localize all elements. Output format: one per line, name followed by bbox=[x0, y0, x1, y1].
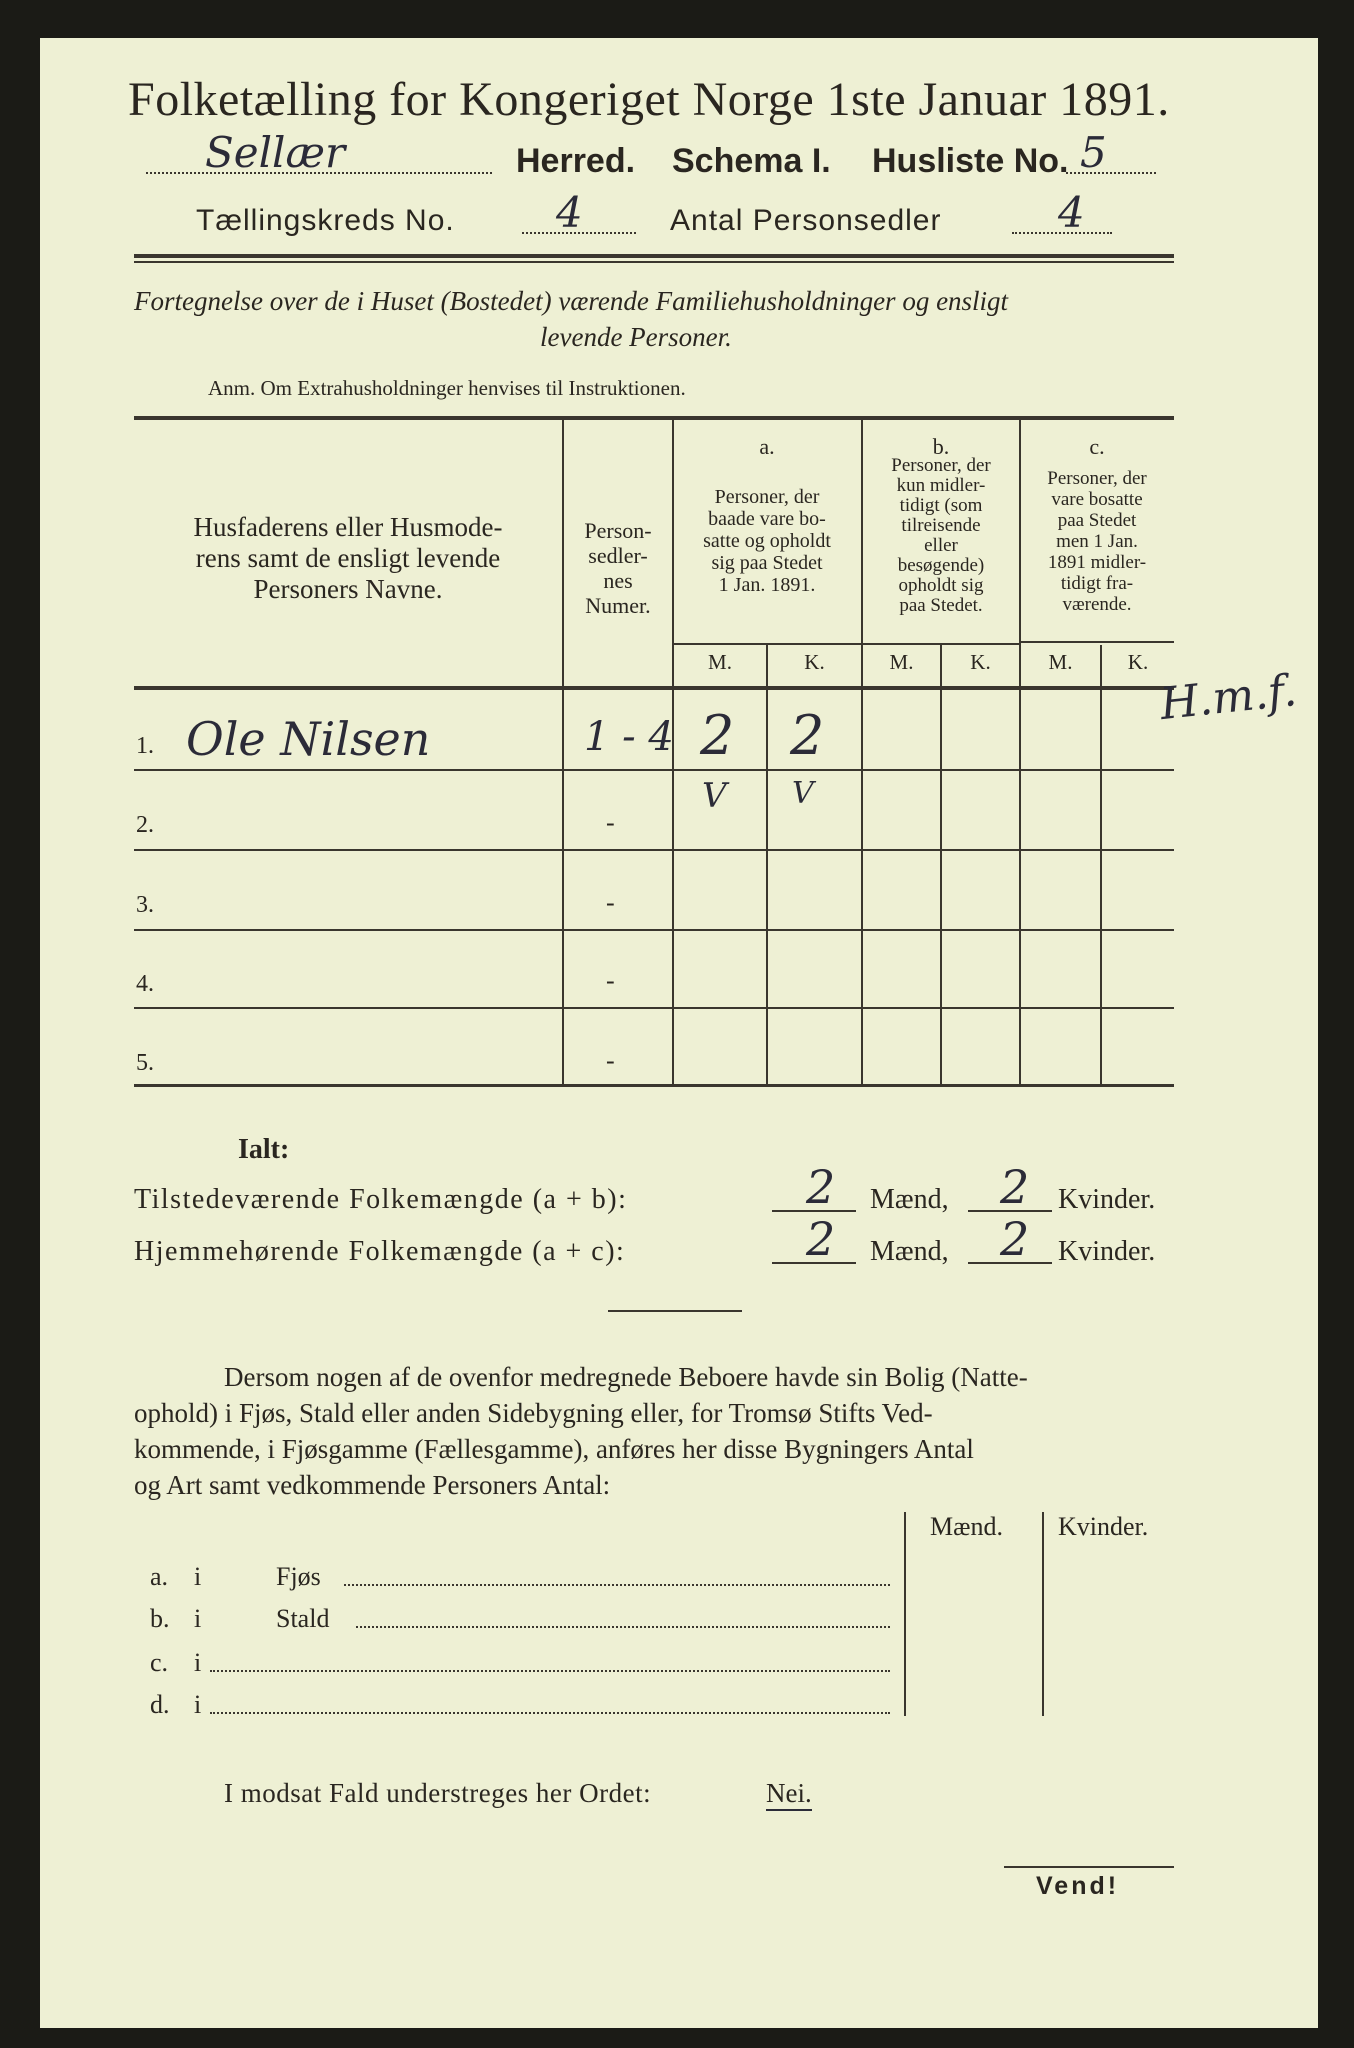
col-header-c-line: Personer, der bbox=[1047, 468, 1147, 489]
hjemme-maend-label: Mænd, bbox=[870, 1236, 949, 1267]
building-dotline bbox=[344, 1584, 890, 1586]
row-rule-3 bbox=[134, 929, 1174, 931]
building-label: Stald bbox=[276, 1604, 330, 1633]
col-header-num-line: sedler- bbox=[588, 543, 648, 568]
col-header-c-line: vare bosatte bbox=[1051, 489, 1143, 510]
form-title: Folketælling for Kongeriget Norge 1ste Januar 1891. bbox=[128, 73, 1170, 126]
col-header-name-line: rens samt de ensligt levende bbox=[195, 543, 501, 573]
buildings-vline-left bbox=[904, 1512, 906, 1716]
building-dotline bbox=[210, 1712, 890, 1714]
col-header-num-line: Person- bbox=[584, 518, 652, 543]
table-header-bottom-rule bbox=[134, 686, 1174, 690]
nei-word: Nei. bbox=[766, 1778, 812, 1811]
col-header-a-line: satte og opholdt bbox=[703, 530, 831, 552]
kreds-label: Tællingskreds No. bbox=[196, 204, 455, 237]
tilstede-maend-label: Mænd, bbox=[870, 1184, 949, 1215]
row-personsedler-num: - bbox=[606, 888, 615, 917]
building-letter: d. bbox=[150, 1690, 170, 1719]
col-header-c-line: men 1 Jan. bbox=[1056, 531, 1138, 552]
row-rule-1 bbox=[134, 769, 1174, 771]
col-header-b-line: kun midler- bbox=[896, 475, 986, 496]
hjemme-kvinder-label: Kvinder. bbox=[1058, 1236, 1156, 1267]
col-a-k-label: K. bbox=[804, 650, 825, 674]
paragraph-line: kommende, i Fjøsgamme (Fællesgamme), anføres her disse Bygningers Antal bbox=[134, 1434, 974, 1464]
building-i: i bbox=[194, 1604, 202, 1633]
tilstede-m-value: 2 bbox=[806, 1160, 836, 1214]
col-header-a-line: Personer, der bbox=[714, 486, 820, 508]
col-b-k-label: K. bbox=[970, 650, 991, 674]
paragraph-line: ophold) i Fjøs, Stald eller anden Sidebygning eller, for Tromsø Stifts Ved- bbox=[134, 1398, 933, 1428]
row-name: Ole Nilsen bbox=[186, 712, 431, 766]
ialt-label: Ialt: bbox=[238, 1134, 290, 1165]
row-personsedler-num: - bbox=[606, 808, 615, 837]
col-a-m-label: M. bbox=[708, 650, 732, 674]
mk-rule-a bbox=[672, 643, 861, 645]
col-header-name bbox=[136, 512, 560, 605]
col-header-c-line: tidigt fra- bbox=[1060, 573, 1134, 594]
row-personsedler-num: 1 - 4 bbox=[584, 714, 674, 760]
col-header-c-line: 1891 midler- bbox=[1047, 552, 1147, 573]
antal-label: Antal Personsedler bbox=[670, 204, 942, 237]
col-header-c bbox=[1020, 468, 1174, 615]
row-a-k: 2 bbox=[790, 704, 825, 767]
col-header-b-line: besøgende) bbox=[897, 555, 985, 576]
building-i: i bbox=[194, 1690, 202, 1719]
building-i: i bbox=[194, 1648, 202, 1677]
vend-rule bbox=[1004, 1866, 1174, 1868]
col-header-num-line: Numer. bbox=[585, 593, 651, 618]
col-header-b-line: paa Stedet. bbox=[899, 595, 983, 616]
row-number: 5. bbox=[136, 1050, 154, 1076]
col-header-a-line: baade vare bo- bbox=[708, 508, 826, 530]
modsat-text: I modsat Fald understreges her Ordet: bbox=[224, 1778, 652, 1808]
buildings-maend-header: Mænd. bbox=[930, 1512, 1003, 1541]
col-b-m-label: M. bbox=[889, 650, 914, 674]
col-header-b-line: tilreisende bbox=[901, 515, 981, 536]
col-header-c-letter: c. bbox=[1089, 434, 1105, 459]
col-c-m-label: M. bbox=[1048, 650, 1073, 674]
buildings-vline-mid bbox=[1042, 1512, 1044, 1716]
section-divider bbox=[608, 1310, 742, 1312]
col-header-b-line: eller bbox=[924, 535, 958, 556]
col-header-c-line: paa Stedet bbox=[1057, 510, 1137, 531]
col-header-b bbox=[862, 456, 1020, 616]
margin-note: H.m.f. bbox=[1157, 664, 1300, 731]
col-header-b-line: tidigt (som bbox=[899, 495, 983, 516]
col-header-name-line: Personers Navne. bbox=[253, 574, 443, 604]
mk-rule-c bbox=[1019, 641, 1174, 643]
paragraph-line: og Art samt vedkommende Personers Antal: bbox=[134, 1470, 611, 1500]
schema-label: Schema I. bbox=[672, 142, 831, 180]
vend-label: Vend! bbox=[1036, 1872, 1120, 1900]
header-rule-thick bbox=[134, 254, 1174, 258]
col-header-c-line: værende. bbox=[1062, 594, 1132, 615]
hjemme-k-value: 2 bbox=[1000, 1212, 1030, 1266]
col-header-a-letter: a. bbox=[759, 434, 775, 459]
anm-note: Anm. Om Extrahusholdninger henvises til Instruktionen. bbox=[208, 376, 686, 400]
kreds-value: 4 bbox=[556, 188, 583, 237]
building-letter: c. bbox=[150, 1648, 169, 1677]
mk-rule-b bbox=[861, 643, 1019, 645]
vline-a-mk bbox=[766, 645, 768, 1084]
col-header-b-line: Personer, der bbox=[891, 455, 991, 476]
hjemme-label: Hjemmehørende Folkemængde (a + c): bbox=[134, 1236, 626, 1267]
row-a-k: V bbox=[792, 776, 814, 811]
row-personsedler-num: - bbox=[606, 966, 615, 995]
row-a-m: 2 bbox=[700, 704, 735, 767]
herred-label: Herred. bbox=[516, 142, 636, 180]
col-header-a bbox=[674, 486, 860, 596]
col-header-name-line: Husfaderens eller Husmode- bbox=[193, 512, 503, 542]
intro-line2: levende Personer. bbox=[540, 322, 732, 352]
hjemme-m-value: 2 bbox=[806, 1212, 836, 1266]
building-letter: a. bbox=[150, 1562, 169, 1591]
building-dotline bbox=[210, 1670, 890, 1672]
intro-line1: Fortegnelse over de i Huset (Bostedet) værende Familiehusholdninger og ensligt bbox=[134, 286, 1009, 316]
col-header-num bbox=[564, 518, 672, 618]
herred-value: Sellær bbox=[205, 128, 346, 177]
col-header-b-line: opholdt sig bbox=[898, 575, 984, 596]
antal-value: 4 bbox=[1058, 188, 1085, 237]
row-a-m: V bbox=[702, 776, 727, 816]
tilstede-label: Tilstedeværende Folkemængde (a + b): bbox=[134, 1184, 628, 1215]
row-number: 3. bbox=[136, 892, 154, 918]
building-i: i bbox=[194, 1562, 202, 1591]
building-dotline bbox=[356, 1626, 890, 1628]
table-top-rule bbox=[134, 416, 1174, 420]
col-header-num-line: nes bbox=[603, 568, 633, 593]
row-number: 1. bbox=[136, 733, 154, 759]
col-header-b-letter: b. bbox=[932, 434, 950, 459]
paragraph-line: Dersom nogen af de ovenfor medregnede Beboere havde sin Bolig (Natte- bbox=[224, 1362, 1028, 1392]
tilstede-kvinder-label: Kvinder. bbox=[1058, 1184, 1156, 1215]
col-header-a-line: sig paa Stedet bbox=[711, 552, 823, 574]
husliste-label: Husliste No. bbox=[872, 142, 1069, 180]
building-letter: b. bbox=[150, 1604, 170, 1633]
row-number: 2. bbox=[136, 812, 154, 838]
husliste-value: 5 bbox=[1080, 128, 1107, 177]
row-rule-4 bbox=[134, 1007, 1174, 1009]
buildings-kvinder-header: Kvinder. bbox=[1058, 1512, 1149, 1541]
row-number: 4. bbox=[136, 971, 154, 997]
header-rule-thin bbox=[134, 261, 1174, 263]
table-bottom-rule bbox=[134, 1084, 1174, 1087]
row-personsedler-num: - bbox=[606, 1046, 615, 1075]
col-c-k-label: K. bbox=[1127, 650, 1149, 674]
col-header-a-line: 1 Jan. 1891. bbox=[718, 574, 816, 596]
row-rule-2 bbox=[134, 849, 1174, 851]
vline-b-mk bbox=[940, 645, 942, 1084]
vline-c-mk bbox=[1100, 645, 1102, 1084]
tilstede-k-value: 2 bbox=[1000, 1160, 1030, 1214]
building-label: Fjøs bbox=[276, 1562, 321, 1591]
